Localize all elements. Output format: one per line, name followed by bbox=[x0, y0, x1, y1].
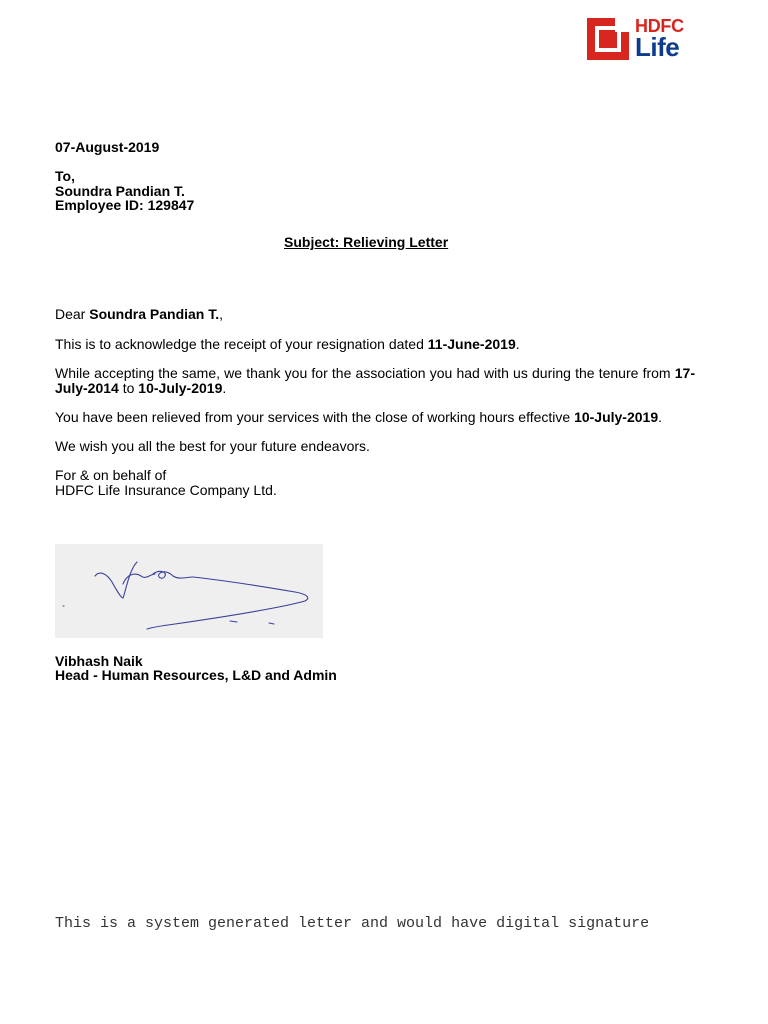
tenure-start-date: 17-July-2014 bbox=[55, 365, 695, 396]
salutation: Dear Soundra Pandian T., bbox=[55, 306, 224, 322]
salutation-name: Soundra Pandian T. bbox=[89, 306, 220, 322]
paragraph-acknowledgement: This is to acknowledge the receipt of your resignation dated 11-June-2019. bbox=[55, 336, 520, 352]
letter-date: 07-August-2019 bbox=[55, 139, 160, 155]
relieving-date: 10-July-2019 bbox=[574, 409, 659, 425]
behalf-line: For & on behalf of bbox=[55, 467, 167, 483]
resignation-date: 11-June-2019 bbox=[427, 336, 516, 352]
employee-id: Employee ID: 129847 bbox=[55, 197, 195, 213]
hdfc-life-logo bbox=[587, 17, 693, 61]
system-generated-note: This is a system generated letter and would have digital signature bbox=[55, 915, 650, 932]
paragraph-tenure: While accepting the same, we thank you for the association you had with us during the tenure from 17-July-2014 to 10-July-2019. bbox=[55, 365, 695, 396]
paragraph-relieved: You have been relieved from your services with the close of working hours effective 10-July-2019. bbox=[55, 409, 663, 425]
tenure-end-date: 10-July-2019 bbox=[138, 380, 223, 396]
company-name: HDFC Life Insurance Company Ltd. bbox=[55, 482, 277, 498]
signatory-title: Head - Human Resources, L&D and Admin bbox=[55, 667, 337, 683]
logo-text-life: Life bbox=[635, 32, 680, 62]
subject-line: Subject: Relieving Letter bbox=[284, 234, 449, 250]
handwritten-signature-icon bbox=[55, 544, 323, 638]
logo-mark-icon bbox=[587, 18, 629, 60]
signatory-name: Vibhash Naik bbox=[55, 653, 143, 669]
signature-image bbox=[55, 544, 323, 638]
paragraph-wishes: We wish you all the best for your future endeavors. bbox=[55, 438, 370, 454]
recipient-name: Soundra Pandian T. bbox=[55, 183, 185, 199]
logo-text-hdfc: HDFC bbox=[635, 16, 684, 36]
address-to: To, bbox=[55, 168, 75, 184]
